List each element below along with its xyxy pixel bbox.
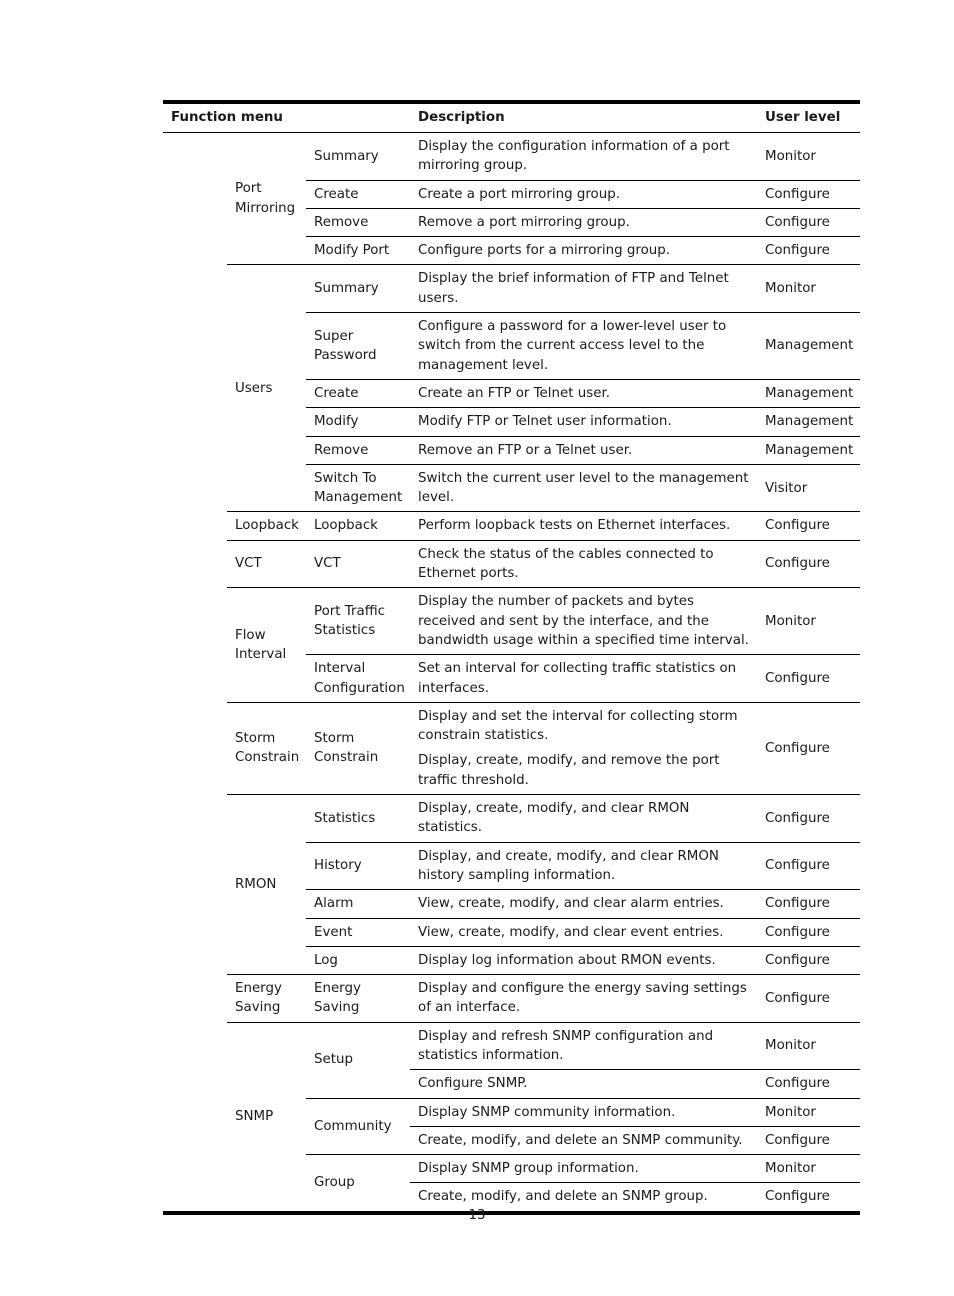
description-cell (410, 313, 757, 380)
function-name: Create (306, 379, 410, 407)
description-text: Configure SNMP. (418, 1076, 528, 1092)
group-name: Energy Saving (227, 975, 306, 1023)
user-level: Configure (757, 180, 860, 208)
user-level: Management (757, 313, 860, 380)
description-text: Create a port mirroring group. (418, 186, 620, 202)
user-level: Monitor (757, 1098, 860, 1126)
function-name: Summary (306, 265, 410, 313)
function-name: Statistics (306, 795, 410, 843)
function-name: Energy Saving (306, 975, 410, 1023)
description-text: Display and set the interval for collecting storm constrain statistics. (418, 708, 738, 744)
function-name: Event (306, 918, 410, 946)
group-name: Flow Interval (227, 588, 306, 702)
description-cell (410, 890, 757, 918)
description-cell (410, 464, 757, 512)
description-text: Perform loopback tests on Ethernet interfaces. (418, 518, 731, 534)
description-cell (410, 655, 757, 703)
user-level: Monitor (757, 133, 860, 181)
description-text: Display the number of packets and bytes received and sent by the interface, and the bandwidth usage within a specified time interval. (418, 594, 749, 648)
function-name: History (306, 842, 410, 890)
function-name: Remove (306, 436, 410, 464)
description-text: Create, modify, and delete an SNMP community. (418, 1132, 743, 1148)
description-text: Check the status of the cables connected to Ethernet ports. (418, 546, 714, 582)
function-name: Alarm (306, 890, 410, 918)
description-cell (410, 588, 757, 655)
description-text: Switch the current user level to the management level. (418, 470, 749, 506)
description-cell (410, 975, 757, 1023)
function-name: Summary (306, 133, 410, 181)
page-number: 13 (468, 1208, 486, 1223)
user-level: Visitor (757, 464, 860, 512)
description-cell (410, 1126, 757, 1154)
function-name: Loopback (306, 512, 410, 540)
function-name: Log (306, 946, 410, 974)
group-name: VCT (227, 540, 306, 588)
function-name: Create (306, 180, 410, 208)
description-cell (410, 133, 757, 181)
description-text: Display SNMP group information. (418, 1161, 639, 1177)
description-cell (410, 702, 757, 794)
description-cell (410, 946, 757, 974)
description-text: Display, and create, modify, and clear RMON history sampling information. (418, 848, 719, 883)
table-row (163, 702, 860, 794)
function-name: Setup (306, 1022, 410, 1098)
description-cell (410, 408, 757, 436)
header-description: Description (410, 102, 757, 133)
function-name: Community (306, 1098, 410, 1155)
function-name: Remove (306, 208, 410, 236)
description-cell (410, 1098, 757, 1126)
user-level: Monitor (757, 1155, 860, 1183)
description-cell (410, 436, 757, 464)
description-text: Display SNMP community information. (418, 1104, 676, 1120)
function-name: Modify Port (306, 237, 410, 265)
function-name: Port Traffic Statistics (306, 588, 410, 655)
user-level: Management (757, 436, 860, 464)
user-level: Configure (757, 975, 860, 1023)
table-header-row (163, 102, 860, 133)
table-body (163, 133, 860, 1213)
group-name: SNMP (227, 1022, 306, 1213)
description-text: Display and refresh SNMP configuration and statistics information. (418, 1028, 714, 1063)
description-text: Create, modify, and delete an SNMP group. (418, 1189, 708, 1205)
description-text: Display the configuration information of a port mirroring group. (418, 139, 730, 174)
user-level: Configure (757, 842, 860, 890)
description-text: Display and configure the energy saving settings of an interface. (418, 981, 747, 1016)
user-level: Configure (757, 918, 860, 946)
table-row (163, 975, 860, 1023)
user-level: Configure (757, 512, 860, 540)
description-text: Remove an FTP or a Telnet user. (418, 442, 633, 458)
description-cell (410, 1155, 757, 1183)
user-level: Management (757, 379, 860, 407)
description-text: Configure ports for a mirroring group. (418, 243, 671, 259)
description-text: Display the brief information of FTP and Telnet users. (418, 271, 729, 306)
description-text: View, create, modify, and clear event entries. (418, 924, 724, 940)
user-level: Configure (757, 795, 860, 843)
description-cell (410, 512, 757, 540)
description-cell (410, 1070, 757, 1098)
table-row (163, 1022, 860, 1070)
function-name: Super Password (306, 313, 410, 380)
description-text: Set an interval for collecting traffic statistics on interfaces. (418, 661, 737, 696)
description-cell (410, 1022, 757, 1070)
user-level: Configure (765, 1189, 830, 1205)
table-row (163, 512, 860, 540)
header-function-menu: Function menu (163, 102, 410, 133)
user-level: Configure (757, 702, 860, 794)
user-level: Configure (757, 1126, 860, 1154)
group-name: RMON (227, 795, 306, 975)
function-name: VCT (306, 540, 410, 588)
function-name: Interval Configuration (306, 655, 410, 703)
function-name: Storm Constrain (306, 702, 410, 794)
header-user-level: User level (757, 102, 860, 133)
description-cell (410, 180, 757, 208)
table-row (163, 133, 860, 181)
group-name: Storm Constrain (227, 702, 306, 794)
table-indent (163, 133, 227, 1213)
function-name: Modify (306, 408, 410, 436)
group-name: Users (227, 265, 306, 512)
description-cell (410, 265, 757, 313)
table-row (163, 588, 860, 655)
function-name: Switch To Management (306, 464, 410, 512)
description-text: Configure a password for a lower-level user to switch from the current access level to the management level. (418, 319, 727, 373)
user-level: Monitor (757, 588, 860, 655)
description-text: Display, create, modify, and remove the port traffic threshold. (418, 753, 720, 788)
user-level: Configure (757, 946, 860, 974)
group-name: Loopback (227, 512, 306, 540)
function-name: Group (306, 1155, 410, 1213)
user-level: Monitor (757, 1022, 860, 1070)
user-level: Configure (757, 890, 860, 918)
function-menu-table (163, 100, 860, 1215)
description-cell (410, 918, 757, 946)
description-text: Modify FTP or Telnet user information. (418, 414, 672, 430)
table-row (163, 265, 860, 313)
description-cell (410, 842, 757, 890)
description-cell (410, 795, 757, 843)
description-cell (410, 379, 757, 407)
description-text: Create an FTP or Telnet user. (418, 385, 610, 401)
table-row (163, 795, 860, 843)
user-level: Configure (757, 1070, 860, 1098)
description-text: Remove a port mirroring group. (418, 214, 630, 230)
description-cell (410, 208, 757, 236)
description-text: Display log information about RMON events. (418, 952, 716, 968)
description-cell (410, 540, 757, 588)
description-text: View, create, modify, and clear alarm entries. (418, 896, 724, 912)
user-level: Configure (757, 208, 860, 236)
description-cell (410, 237, 757, 265)
user-level: Configure (757, 655, 860, 703)
description-text: Display, create, modify, and clear RMON statistics. (418, 801, 690, 836)
group-name: Port Mirroring (227, 133, 306, 265)
table-row (163, 540, 860, 588)
user-level: Configure (757, 237, 860, 265)
user-level: Management (757, 408, 860, 436)
user-level: Configure (757, 540, 860, 588)
user-level: Monitor (757, 265, 860, 313)
